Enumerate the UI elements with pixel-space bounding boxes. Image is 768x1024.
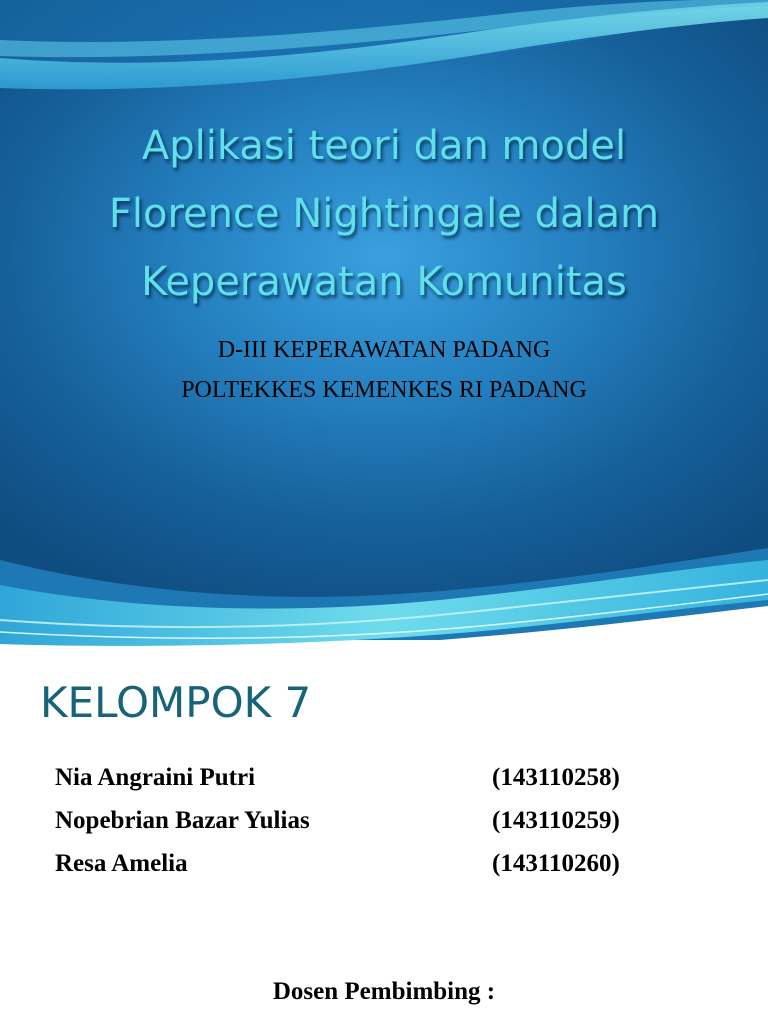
supervisor-label: Dosen Pembimbing : bbox=[272, 978, 496, 1005]
slide-title bbox=[40, 112, 728, 316]
member-row bbox=[55, 756, 695, 799]
slide-subtitle bbox=[40, 330, 728, 410]
member-nim: (143110259) bbox=[492, 807, 620, 834]
member-name: Nia Angraini Putri bbox=[55, 764, 256, 791]
title-line: Florence Nightingale dalam bbox=[108, 191, 660, 237]
subtitle-line: D-III KEPERAWATAN PADANG bbox=[217, 337, 551, 363]
member-name: Nopebrian Bazar Yulias bbox=[55, 807, 310, 834]
member-nim: (143110260) bbox=[492, 850, 620, 877]
member-nim: (143110258) bbox=[492, 764, 620, 791]
member-list bbox=[55, 756, 695, 885]
group-heading: KELOMPOK 7 bbox=[40, 678, 312, 727]
title-line: Keperawatan Komunitas bbox=[141, 259, 627, 305]
member-name: Resa Amelia bbox=[55, 850, 188, 877]
member-row bbox=[55, 842, 695, 885]
subtitle-line: POLTEKKES KEMENKES RI PADANG bbox=[181, 377, 587, 403]
member-row bbox=[55, 799, 695, 842]
title-line: Aplikasi teori dan model bbox=[141, 123, 627, 169]
